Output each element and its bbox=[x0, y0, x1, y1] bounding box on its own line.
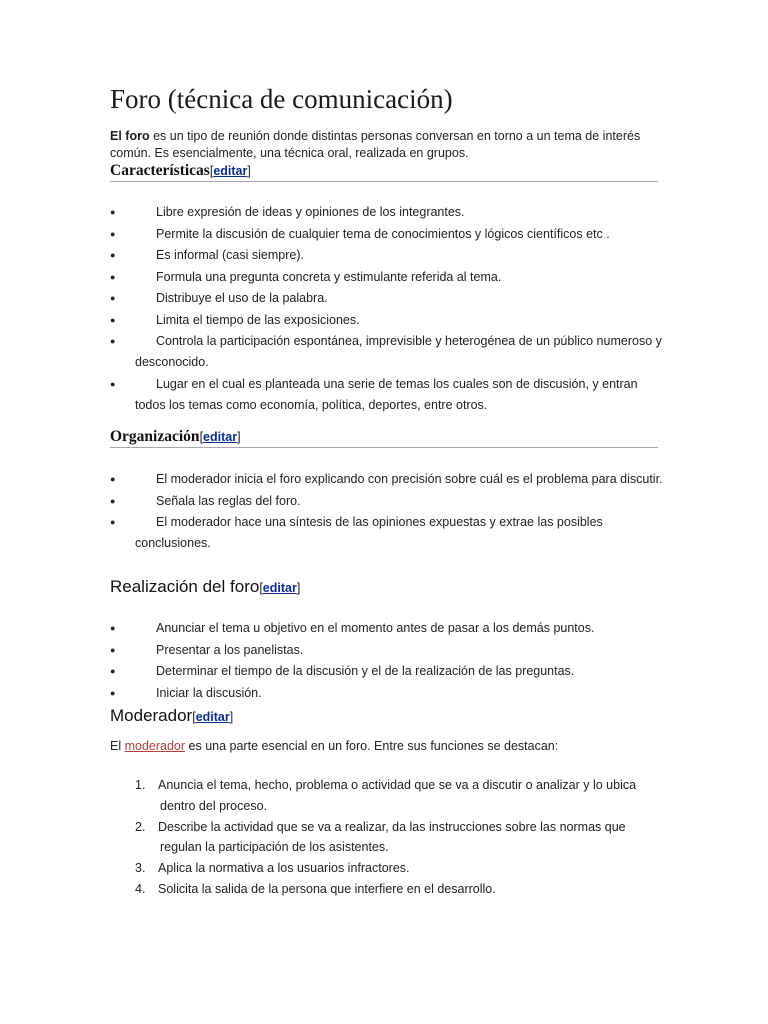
list-item: ● Formula una pregunta concreta y estimulante referida al tema. bbox=[110, 267, 670, 288]
moderador-paragraph: El moderador es una parte esencial en un foro. Entre sus funciones se destacan: bbox=[110, 739, 559, 753]
list-item: ● Libre expresión de ideas y opiniones de los integrantes. bbox=[110, 202, 670, 223]
list-item: ● Anunciar el tema u objetivo en el momento antes de pasar a los demás puntos. bbox=[110, 618, 670, 639]
edit-link-moderador[interactable]: editar bbox=[195, 710, 230, 724]
edit-bracket: [editar] bbox=[192, 710, 234, 724]
list-item: 1. Anuncia el tema, hecho, problema o actividad que se va a discutir o analizar y lo ubica dentro del proceso. bbox=[110, 775, 670, 816]
bullet-icon: ● bbox=[110, 666, 116, 676]
bullet-icon: ● bbox=[110, 314, 116, 325]
heading-moderador bbox=[110, 706, 233, 726]
list-item: 2. Describe la actividad que se va a realizar, da las instrucciones sobre las normas que regulan la participación de los asistentes. bbox=[110, 817, 670, 858]
list-item: ● Señala las reglas del foro. bbox=[110, 491, 670, 512]
bullet-icon: ● bbox=[110, 517, 116, 527]
list-item: ● Limita el tiempo de las exposiciones. bbox=[110, 310, 670, 331]
bullet-icon: ● bbox=[110, 495, 116, 506]
list-item: 4. Solicita la salida de la persona que interfiere en el desarrollo. bbox=[110, 879, 670, 900]
list-moderador-funciones bbox=[110, 775, 670, 900]
bullet-icon: ● bbox=[110, 228, 116, 239]
list-item: ● El moderador hace una síntesis de las opiniones expuestas y extrae las posibles conclusiones. bbox=[110, 512, 670, 554]
list-caracteristicas bbox=[110, 202, 670, 416]
bullet-icon: ● bbox=[110, 623, 116, 633]
edit-bracket: [editar] bbox=[259, 581, 301, 595]
heading-organizacion bbox=[110, 428, 658, 448]
list-item: ● Determinar el tiempo de la discusión y el de la realización de las preguntas. bbox=[110, 661, 670, 682]
bullet-icon: ● bbox=[110, 644, 116, 655]
list-item: ● Es informal (casi siempre). bbox=[110, 245, 670, 266]
edit-bracket: [editar] bbox=[209, 164, 251, 178]
list-item: ● Lugar en el cual es planteada una serie de temas los cuales son de discusión, y entran todos los temas como economía, política, deportes, entre otros. bbox=[110, 374, 670, 416]
list-item: ● Controla la participación espontánea, imprevisible y heterogénea de un público numeroso y desconocido. bbox=[110, 331, 670, 373]
list-number: 2. bbox=[135, 819, 146, 834]
bullet-icon: ● bbox=[110, 250, 116, 260]
edit-link-realizacion[interactable]: editar bbox=[262, 581, 297, 595]
list-number: 4. bbox=[135, 882, 146, 896]
list-realizacion bbox=[110, 618, 670, 704]
list-item: ● Iniciar la discusión. bbox=[110, 683, 670, 704]
list-item: ● El moderador inicia el foro explicando con precisión sobre cuál es el problema para discutir. bbox=[110, 469, 670, 490]
edit-link-organizacion[interactable]: editar bbox=[203, 430, 238, 444]
heading-moderador-text: Moderador bbox=[110, 706, 193, 725]
list-number: 3. bbox=[135, 861, 146, 875]
list-item: ● Permite la discusión de cualquier tema de conocimientos y lógicos científicos etc . bbox=[110, 224, 670, 245]
moderador-link[interactable]: moderador bbox=[124, 739, 186, 753]
list-item: ● Presentar a los panelistas. bbox=[110, 640, 670, 661]
list-item: ● Distribuye el uso de la palabra. bbox=[110, 288, 670, 309]
heading-realizacion bbox=[110, 577, 300, 597]
edit-bracket: [editar] bbox=[199, 430, 241, 444]
intro-paragraph bbox=[110, 128, 658, 162]
bullet-icon: ● bbox=[110, 271, 116, 282]
list-item: 3. Aplica la normativa a los usuarios infractores. bbox=[110, 858, 670, 879]
bullet-icon: ● bbox=[110, 207, 116, 217]
intro-text: es un tipo de reunión donde distintas personas conversan en torno a un tema de interés común. Es esencialmente, una técnica oral, realizada en grupos. bbox=[110, 129, 641, 160]
list-number: 1. bbox=[135, 778, 146, 792]
intro-bold-term: El foro bbox=[110, 129, 150, 143]
heading-organizacion-text: Organización bbox=[110, 428, 200, 445]
bullet-icon: ● bbox=[110, 293, 116, 303]
bullet-icon: ● bbox=[110, 474, 116, 484]
page-title: Foro (técnica de comunicación) bbox=[110, 84, 453, 114]
list-organizacion bbox=[110, 469, 670, 555]
bullet-icon: ● bbox=[110, 378, 116, 389]
bullet-icon: ● bbox=[110, 687, 116, 698]
heading-caracteristicas-text: Características bbox=[110, 162, 210, 179]
heading-realizacion-text: Realización del foro bbox=[110, 577, 260, 596]
edit-link-caracteristicas[interactable]: editar bbox=[213, 164, 248, 178]
heading-caracteristicas bbox=[110, 162, 658, 182]
bullet-icon: ● bbox=[110, 336, 116, 346]
